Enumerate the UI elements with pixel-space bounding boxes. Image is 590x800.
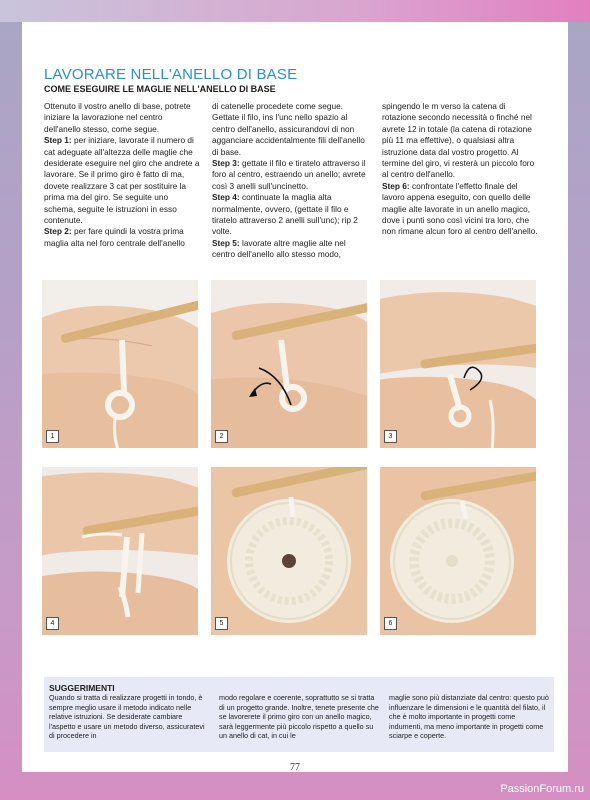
photo-number-badge: 4 [46, 617, 59, 630]
step-4-text: continuate la maglia alta normalmente, ovvero, (gettate il filo e tiratelo attraverso 2 anelli sull'unc); rip 2 volte. [212, 192, 358, 237]
tips-text-3: maglie sono più distanziate dal centro: questo può influenzare le dimensioni e le quantità del filato, il che è molto importante in progetti come indumenti, ma meno importante in progetti come sciarpe e coperte. [389, 693, 549, 741]
page-subtitle: COME ESEGUIRE LE MAGLIE NELL'ANELLO DI BASE [44, 84, 276, 94]
hand-stitches-illustration [42, 467, 198, 635]
step-1-text: per iniziare, lavorate il numero di cat adeguate all'altezza delle maglie che desiderate eseguire nel giro che andrete a lavorare. Se il primo giro è fatto di ma, dovete realizzare 3 cat per sostituire la prima ma del giro. Se seguite uno schema, seguite le istruzioni in esso contenute. [44, 135, 200, 226]
magazine-page [22, 22, 568, 772]
photo-number-badge: 6 [384, 617, 397, 630]
hand-hook-yarn-illustration [380, 280, 536, 448]
step-5-continued [382, 101, 542, 181]
crochet-circle-closed-illustration [380, 467, 536, 635]
step-1-label: Step 1: [44, 135, 72, 146]
step-5-label: Step 5: [212, 237, 240, 248]
text-column-3 [382, 101, 542, 238]
hand-hook-arrow-illustration [211, 280, 367, 448]
text-column-1 [44, 101, 200, 249]
page-title: LAVORARE NELL'ANELLO DI BASE [44, 66, 298, 83]
photo-number-badge: 1 [46, 430, 59, 443]
tips-title: SUGGERIMENTI [49, 683, 115, 693]
step-3-paragraph [212, 158, 368, 192]
step-2-text: per fare quindi la vostra prima maglia alta nel foro centrale dell'anello [44, 226, 185, 248]
photo-step-1 [42, 280, 198, 448]
step-2-paragraph [44, 226, 200, 249]
photo-step-4 [42, 467, 198, 635]
step-2-cont-text: di catenelle procedete come segue. Gettate il filo, ins l'unc nello spazio al centro dell'anello, assicurandovi di non agganciare accidentalmente fili dell'anello di base. [212, 101, 365, 157]
photo-number-badge: 2 [215, 430, 228, 443]
tips-text-1: Quando si tratta di realizzare progetti in tondo, è sempre meglio usare il metodo indicato nelle relative istruzioni. Se desiderate cambiare l'aspetto e usare un metodo diverso, assicuratevi di procedere in [49, 693, 205, 741]
text-column-2 [212, 101, 368, 261]
step-6-text: confrontate l'effetto finale del lavoro appena eseguito, con quello delle maglie alte lavorate in un anello magico, dove i punti sono così vicini tra loro, che non rimane alcun foro al centro dell'anello. [382, 180, 538, 237]
step-1-paragraph [44, 135, 200, 226]
step-4-label: Step 4: [212, 192, 240, 203]
top-color-bar [0, 0, 590, 22]
step-3-label: Step 3: [212, 158, 240, 169]
tips-column-1 [49, 693, 209, 741]
photo-step-5 [211, 467, 367, 635]
tips-column-3 [389, 693, 549, 741]
step-2-continued [212, 101, 368, 158]
step-4-paragraph [212, 192, 368, 238]
intro-text: Ottenuto il vostro anello di base, potrete iniziare la lavorazione nel centro dell'anello stesso, come segue. [44, 101, 191, 134]
step-6-paragraph [382, 181, 542, 238]
step-5-cont-text: spingendo le m verso la catena di rotazione secondo necessità o finché nel avrete 12 in totale (la catena di rotazione più 11 ma effettive), o qualsiasi altra istruzione data dal vostro progetto. Al termine del giro, vi resterà un piccolo foro al centro dell'anello. [382, 101, 535, 180]
hand-hook-ring-illustration [42, 280, 198, 448]
photo-number-badge: 5 [215, 617, 228, 630]
photo-step-6 [380, 467, 536, 635]
photo-step-3 [380, 280, 536, 448]
photo-step-2 [211, 280, 367, 448]
photo-number-badge: 3 [384, 430, 397, 443]
tips-column-2 [219, 693, 379, 741]
intro-paragraph [44, 101, 200, 135]
tips-text-2: modo regolare e coerente, soprattutto se si tratta di un progetto grande. Inoltre, tenete presente che se lavorerete il primo giro con un anello magico, sarà leggermente più piccolo rispetto a quello su un anello di cat, in cui le [219, 693, 379, 741]
step-5-text: lavorate altre maglie alte nel centro dell'anello allo stesso modo, [212, 237, 346, 260]
page-number: 77 [290, 762, 300, 773]
step-5-paragraph [212, 238, 368, 261]
site-watermark: PassionForum.ru [500, 783, 584, 795]
crochet-circle-with-hole-illustration [211, 467, 367, 635]
step-2-label: Step 2: [44, 226, 72, 237]
step-6-label: Step 6: [382, 180, 410, 191]
tips-box [44, 677, 554, 752]
step-3-text: gettate il filo e tiratelo attraverso il foro al centro, estraendo un anello; avrete così 3 anelli sull'uncinetto. [212, 158, 366, 191]
